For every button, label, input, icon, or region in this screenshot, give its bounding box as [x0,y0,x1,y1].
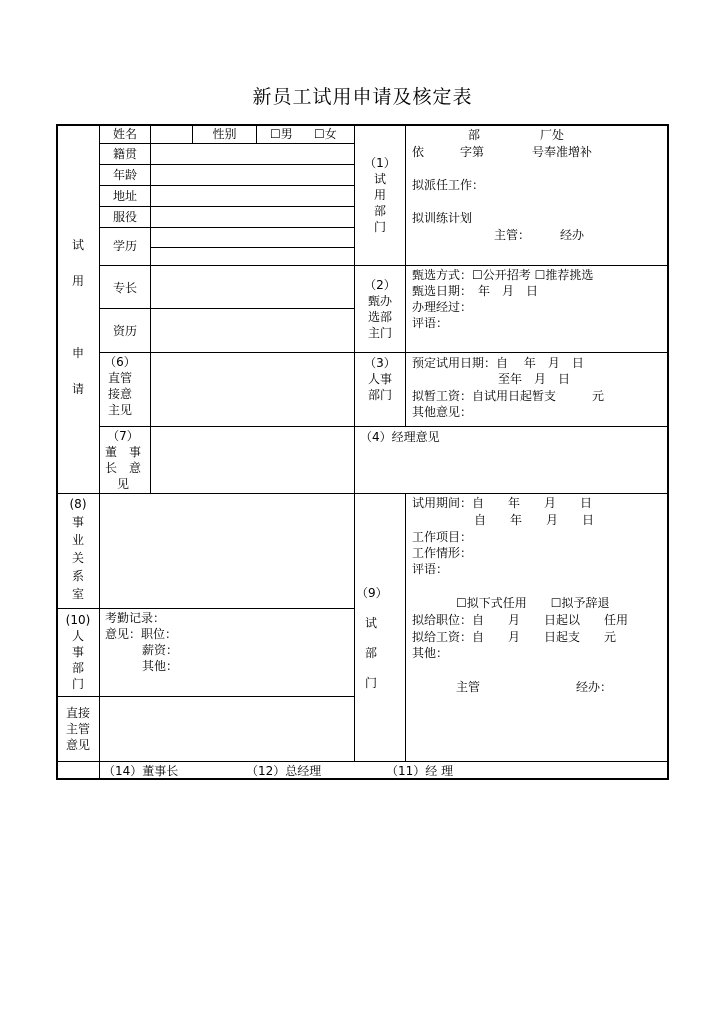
gender-female-checkbox[interactable]: ☐女 [314,127,337,141]
hr-salary: 薪资： [142,643,179,657]
dept1-sign: 主管： 经办 [494,228,585,242]
grid-line [99,761,100,779]
grid-line [99,206,355,207]
proposed-position: 拟给职位：自 月 日起以 任用 [412,613,629,627]
trial-date-from: 预定试用日期：自 年 月 日 [412,356,584,370]
dept9-comment: 评语： [412,562,449,576]
grid-line [57,761,668,762]
native-place-label: 籍贯 [112,147,137,161]
grid-line [150,247,355,248]
grid-line [99,308,355,309]
grid-line [256,125,257,143]
trial-period-from: 试用期间：自 年 月 日 [412,496,593,510]
specialty-label: 专长 [112,281,137,295]
grid-line [150,125,151,493]
qualification-label: 资历 [112,324,137,338]
selection-date: 甄选日期： 年 月 日 [412,284,539,298]
dept3-other: 其他意见： [412,405,473,419]
address-label: 地址 [112,189,137,203]
apply-section-label: 试 用 申 请 [71,238,84,396]
supervisor-view-label: （6） 直管 接意 主见 [104,355,136,417]
grid-line [57,608,355,609]
dept9-label: （9） 试 部 门 [356,586,388,690]
grid-line [99,164,355,165]
military-service-label: 服役 [112,210,137,224]
dept1-label: （1） 试 用 部 门 [364,156,396,234]
name-label: 姓名 [112,127,137,141]
dept1-line2: 依 字第 号奉准增补 [412,145,593,159]
dept9-sign: 主管 经办： [456,680,613,694]
age-label: 年龄 [112,168,137,182]
dept3-label: （3） 人事 部门 [364,356,396,402]
grid-line [99,185,355,186]
table-border-right [667,124,669,780]
page-title: 新员工试用申请及核定表 [252,86,473,108]
direct-supervisor-label: 直接 主管 意见 [65,706,90,752]
manager-view-label: （4）经理意见 [360,430,440,444]
handling-process: 办理经过： [412,300,473,314]
temporary-salary: 拟暂工资：自试用日起暂支 元 [412,389,605,403]
grid-line [354,493,355,761]
hire-decision-checkboxes[interactable]: ☐拟下式任用 ☐拟予辞退 [456,596,610,610]
work-items: 工作项目： [412,530,473,544]
hr-dept-label: (10) 人 事 部 门 [65,613,91,691]
grid-line [99,227,355,228]
grid-line [99,493,100,761]
trial-date-to: 至年 月 日 [498,372,571,386]
grid-line [57,696,355,697]
dept1-line1: 部 厂处 [468,128,565,142]
grid-line [99,143,355,144]
trial-period-to: 自 年 月 日 [474,513,595,527]
opinion-position: 意见：职位： [105,627,178,641]
hr-other: 其他： [142,659,179,673]
grid-line [57,493,668,494]
selection-method: 甄选方式：☐公开招考 ☐推荐挑选 [412,268,594,282]
gender-label: 性别 [212,127,237,141]
gender-male-checkbox[interactable]: ☐男 [270,127,293,141]
dept1-assigned-work: 拟派任工作： [412,178,485,192]
footer-manager: （11）经 理 [386,764,454,778]
footer-general-manager: （12）总经理 [246,764,322,778]
education-label: 学历 [112,239,137,253]
attendance-record: 考勤记录： [105,611,166,625]
dept2-label: （2） 甄办 选部 主门 [364,278,396,340]
grid-line [405,125,406,427]
dept2-comment: 评语： [412,316,449,330]
grid-line [405,493,406,761]
grid-line [99,265,668,266]
dept1-training-plan: 拟训练计划 [412,211,473,225]
work-status: 工作情形： [412,546,473,560]
dept9-other: 其他： [412,646,449,660]
proposed-salary: 拟给工资：自 月 日起支 元 [412,630,617,644]
affairs-office-label: (8) 事 业 关 系 室 [69,497,87,601]
grid-line [99,352,668,353]
grid-line [354,125,355,493]
chairman-view-label: （7） 董 事 长 意 见 [104,429,141,491]
footer-chairman: （14）董事长 [103,764,179,778]
grid-line [99,426,668,427]
